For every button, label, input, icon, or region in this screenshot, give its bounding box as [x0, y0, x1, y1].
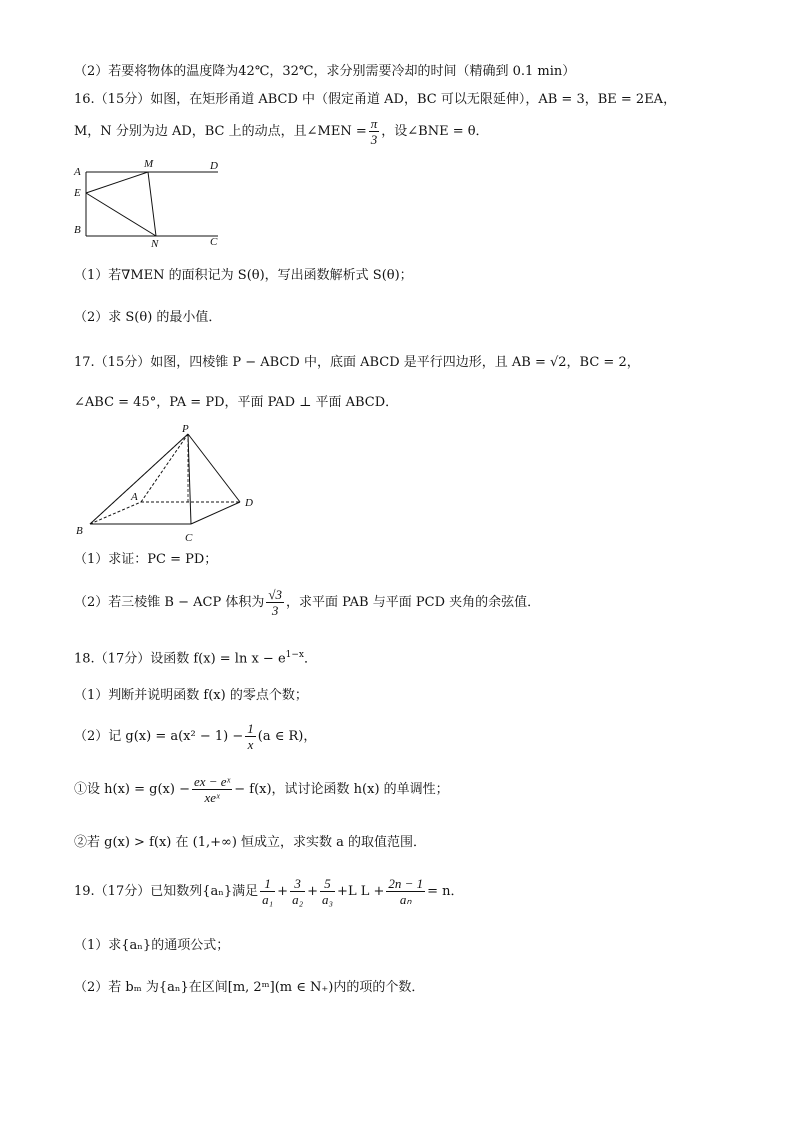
q16-stem-line1: 16.（15分）如图，在矩形甬道 ABCD 中（假定甬道 AD，BC 可以无限延伸），AB = 3，BE = 2EA，	[74, 92, 677, 107]
q16-part1: （1）若∇MEN 的面积记为 S(θ)，写出函数解析式 S(θ)；	[74, 268, 413, 283]
q18-stem	[74, 645, 317, 669]
q18-2-post: (a ∈ R)，	[257, 729, 317, 744]
fig16-label-b: B	[74, 224, 81, 236]
fig16-label-d: D	[210, 160, 218, 172]
q19-pre: 19.（17分）已知数列{aₙ}满足	[74, 884, 259, 899]
q17-figure	[68, 420, 268, 548]
q18-exponent: 1−x	[285, 650, 304, 660]
fig16-label-m: M	[144, 158, 154, 170]
q18-end: ．	[303, 651, 317, 667]
q18-part2	[74, 716, 316, 758]
q19-frac-4: $\frac{2n - 1}{\text{aₙ}}$	[388, 876, 424, 907]
q19-part1: （1）求{aₙ}的通项公式；	[74, 938, 230, 953]
q18-fraction: $\frac{1}{x}$	[247, 721, 254, 752]
q17-part1: （1）求证：PC = PD；	[74, 552, 218, 567]
fig17-label-c: C	[185, 532, 193, 544]
q19-plus-1: +	[277, 884, 289, 899]
q19-plus-2: +	[307, 884, 319, 899]
q18-sub-ii: ②若 g(x) > f(x) 在 (1,+∞) 恒成立，求实数 a 的取值范围．	[74, 835, 427, 850]
q16-text-post: ，设∠BNE = θ．	[381, 124, 489, 139]
q16-figure	[70, 155, 230, 250]
q18-2-pre: （2）记 g(x) = a(x² − 1) −	[74, 729, 244, 744]
fig16-label-c: C	[210, 236, 218, 248]
q17-stem-line2: ∠ABC = 45°，PA = PD，平面 PAD ⊥ 平面 ABCD．	[74, 395, 399, 410]
q16-fraction: $\frac{\pi}{3}$	[370, 116, 378, 147]
q17-text-post: ，求平面 PAB 与平面 PCD 夹角的余弦值．	[285, 595, 541, 610]
q17-stem-line1: 17.（15分）如图，四棱锥 P − ABCD 中，底面 ABCD 是平行四边形，且 AB = √2，BC = 2，	[74, 355, 640, 370]
q16-stem-line2	[74, 112, 489, 152]
q19-frac-2: $\frac{3}{\text{a₂}}$	[292, 876, 304, 907]
fig16-label-e: E	[74, 187, 81, 199]
fig17-label-p: P	[182, 423, 189, 435]
q16-text-pre: M，N 分别为边 AD，BC 上的动点，且∠MEN =	[74, 124, 367, 139]
q18-text: 18.（17分）设函数 f(x) = ln x − e	[74, 651, 286, 667]
fig17-label-d: D	[245, 497, 253, 509]
q19-frac-1: $\frac{1}{\text{a₁}}$	[262, 876, 274, 907]
q16-part2: （2）求 S(θ) 的最小值．	[74, 310, 222, 325]
q17-text-pre: （2）若三棱锥 B − ACP 体积为	[74, 595, 265, 610]
q19-post: = n．	[427, 884, 464, 899]
q17-part2	[74, 582, 540, 624]
q19-frac-3: $\frac{5}{\text{a₃}}$	[322, 876, 334, 907]
fig16-label-a: A	[74, 166, 81, 178]
q17-fraction: $\frac{√3}{3}$	[268, 587, 282, 618]
q18-part1: （1）判断并说明函数 f(x) 的零点个数；	[74, 688, 308, 703]
q18-sub-i	[74, 768, 449, 812]
fig16-label-n: N	[151, 238, 159, 250]
q19-dots: +L L +	[337, 884, 385, 899]
q18-i-pre: ①设 h(x) = g(x) −	[74, 782, 190, 797]
q19-part2: （2）若 bₘ 为{aₙ}在区间[m, 2ᵐ](m ∈ N₊)内的项的个数．	[74, 980, 425, 995]
q18-i-post: − f(x)，试讨论函数 h(x) 的单调性；	[234, 782, 449, 797]
q15-part2: （2）若要将物体的温度降为42℃，32℃，求分别需要冷却的时间（精确到 0.1 min）	[74, 64, 576, 79]
q19-stem	[74, 870, 464, 914]
q18-i-fraction: $\frac{\text{ex − eˣ}}{\text{xeˣ}}$	[193, 774, 231, 805]
fig17-label-b: B	[76, 525, 83, 537]
fig17-label-a: A	[131, 491, 138, 503]
